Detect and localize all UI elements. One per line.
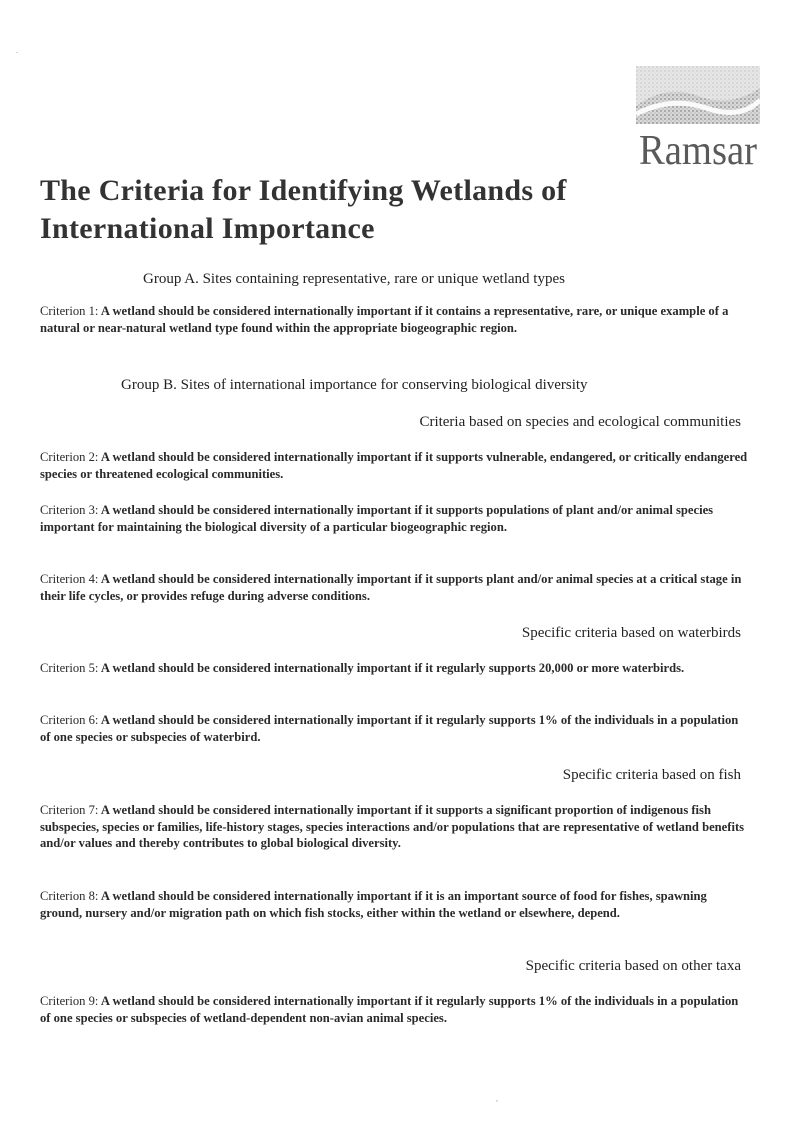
subheading-species: Criteria based on species and ecological communities [419,414,741,430]
criterion-text: A wetland should be considered internationally important if it is an important source of food for fishes, spawning ground, nursery and/or migration path on which fish stocks, either within the wetland or elsewhere, depend. [40,889,707,920]
criterion-text: A wetland should be considered internationally important if it contains a representative, rare, or unique example of a natural or near-natural wetland type found within the appropriate biogeographic region. [40,304,729,335]
criterion-label: Criterion 1: [40,304,99,318]
criterion-1 [40,303,750,336]
subheading-waterbirds: Specific criteria based on waterbirds [521,625,741,641]
criterion-2 [40,449,750,482]
criterion-label: Criterion 3: [40,503,99,517]
criterion-4 [40,571,750,604]
criterion-3 [40,502,750,535]
group-a-heading: Group A. Sites containing representative, rare or unique wetland types [143,271,565,287]
criterion-9 [40,993,750,1026]
scan-speck: . [16,46,18,55]
ramsar-logo [636,66,760,168]
criterion-text: A wetland should be considered internationally important if it supports vulnerable, endangered, or critically endangered species or threatened ecological communities. [40,450,748,481]
page-title: The Criteria for Identifying Wetlands of International Importance [40,174,567,245]
criterion-label: Criterion 7: [40,803,99,817]
subheading-other-taxa: Specific criteria based on other taxa [525,958,741,974]
criterion-label: Criterion 6: [40,713,99,727]
svg-text:Ramsar: Ramsar [639,128,758,168]
criterion-label: Criterion 4: [40,572,99,586]
criterion-label: Criterion 8: [40,889,99,903]
criterion-5 [40,660,750,677]
criterion-label: Criterion 9: [40,994,99,1008]
criterion-6 [40,712,750,745]
criterion-text: A wetland should be considered internationally important if it regularly supports 1% of the individuals in a population of one species or subspecies of waterbird. [40,713,739,744]
criterion-8 [40,888,750,921]
scan-speck: , [496,1094,498,1103]
criterion-label: Criterion 5: [40,661,99,675]
criterion-text: A wetland should be considered internationally important if it supports a significant proportion of indigenous fish subspecies, species or families, life-history stages, species interactions and/or populations that are representative of wetland benefits and/or values and thereby contributes to global biological diversity. [40,803,745,850]
criterion-7 [40,802,750,852]
criterion-label: Criterion 2: [40,450,99,464]
criterion-text: A wetland should be considered internationally important if it regularly supports 20,000 or more waterbirds. [100,661,685,675]
criterion-text: A wetland should be considered internationally important if it supports plant and/or animal species at a critical stage in their life cycles, or provides refuge during adverse conditions. [40,572,742,603]
criterion-text: A wetland should be considered internationally important if it supports populations of plant and/or animal species important for maintaining the biological diversity of a particular biogeographic region. [40,503,714,534]
criterion-text: A wetland should be considered internationally important if it regularly supports 1% of the individuals in a population of one species or subspecies of wetland-dependent non-avian animal species. [40,994,739,1025]
group-b-heading: Group B. Sites of international importance for conserving biological diversity [121,377,588,393]
subheading-fish: Specific criteria based on fish [562,767,741,783]
